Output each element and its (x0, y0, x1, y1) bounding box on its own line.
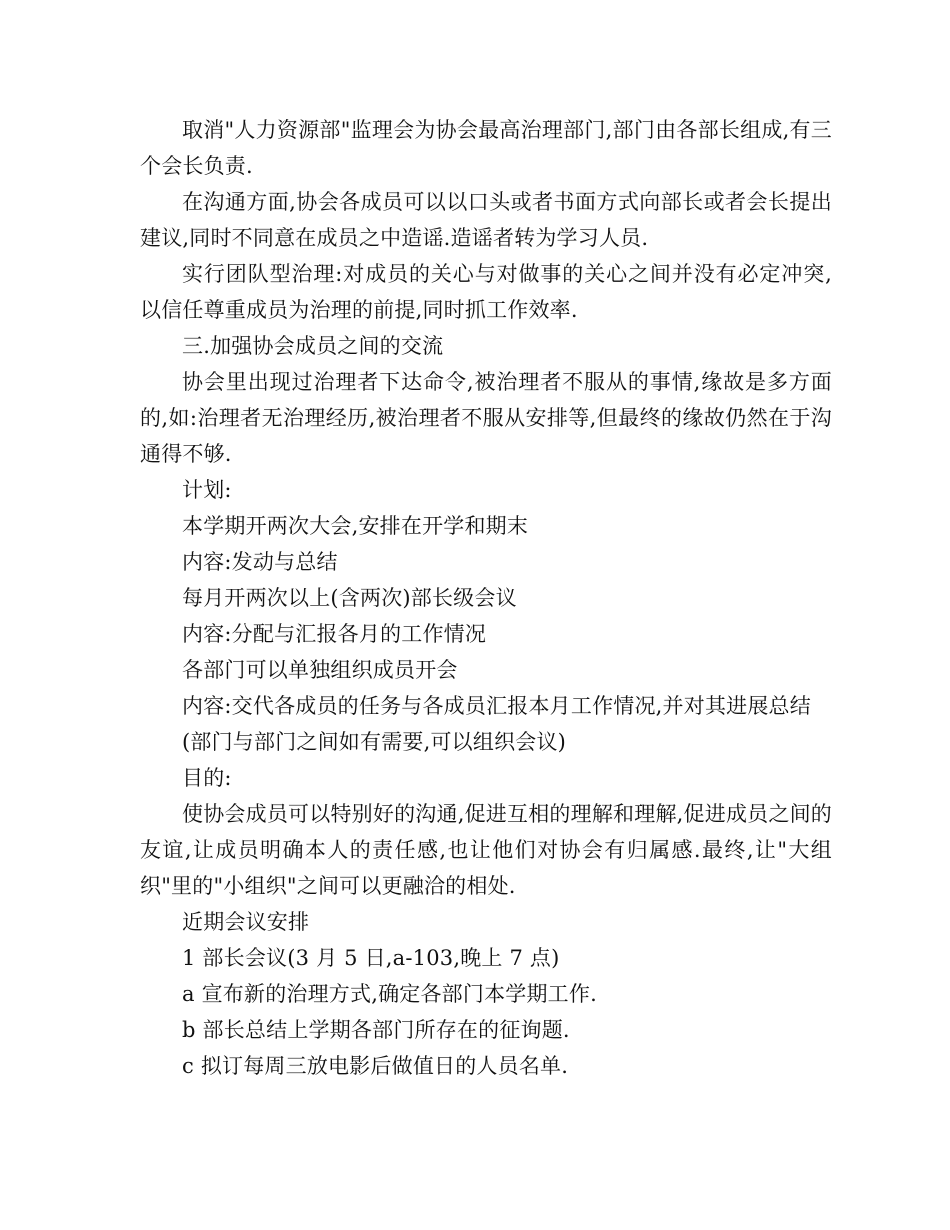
paragraph: 在沟通方面,协会各成员可以以口头或者书面方式向部长或者会长提出建议,同时不同意在成员之中造谣.造谣者转为学习人员. (140, 190, 832, 250)
document-body (140, 112, 832, 1084)
paragraph: 协会里出现过治理者下达命令,被治理者不服从的事情,缘故是多方面的,如:治理者无治理经历,被治理者不服从安排等,但最终的缘故仍然在于沟通得不够. (140, 370, 832, 466)
paragraph: 使协会成员可以特别好的沟通,促进互相的理解和理解,促进成员之间的友谊,让成员明确本人的责任感,也让他们对协会有归属感.最终,让"大组织"里的"小组织"之间可以更融洽的相处. (140, 802, 832, 898)
list-item: 每月开两次以上(含两次)部长级会议 (182, 586, 517, 610)
list-item: 1 部长会议(3 月 5 日,a-103,晚上 7 点) (182, 946, 560, 970)
paragraph: (部门与部门之间如有需要,可以组织会议) (182, 730, 567, 754)
list-item: 计划: (182, 478, 232, 502)
paragraph: 实行团队型治理:对成员的关心与对做事的关心之间并没有必定冲突,以信任尊重成员为治理的前提,同时抓工作效率. (140, 262, 832, 322)
list-item: 本学期开两次大会,安排在开学和期末 (182, 514, 529, 538)
list-item: 目的: (182, 766, 232, 790)
list-item: c 拟订每周三放电影后做值日的人员名单. (182, 1054, 569, 1078)
paragraph: 取消"人力资源部"监理会为协会最高治理部门,部门由各部长组成,有三个会长负责. (140, 118, 832, 178)
list-item: b 部长总结上学期各部门所存在的征询题. (182, 1018, 570, 1042)
paragraph: 内容:交代各成员的任务与各成员汇报本月工作情况,并对其进展总结 (182, 694, 811, 718)
list-item: 内容:发动与总结 (182, 550, 338, 574)
list-item: 内容:分配与汇报各月的工作情况 (182, 622, 487, 646)
section-heading: 三.加强协会成员之间的交流 (182, 334, 444, 358)
list-item: 近期会议安排 (182, 910, 310, 934)
list-item: 各部门可以单独组织成员开会 (182, 658, 458, 682)
list-item: a 宣布新的治理方式,确定各部门本学期工作. (182, 982, 597, 1006)
